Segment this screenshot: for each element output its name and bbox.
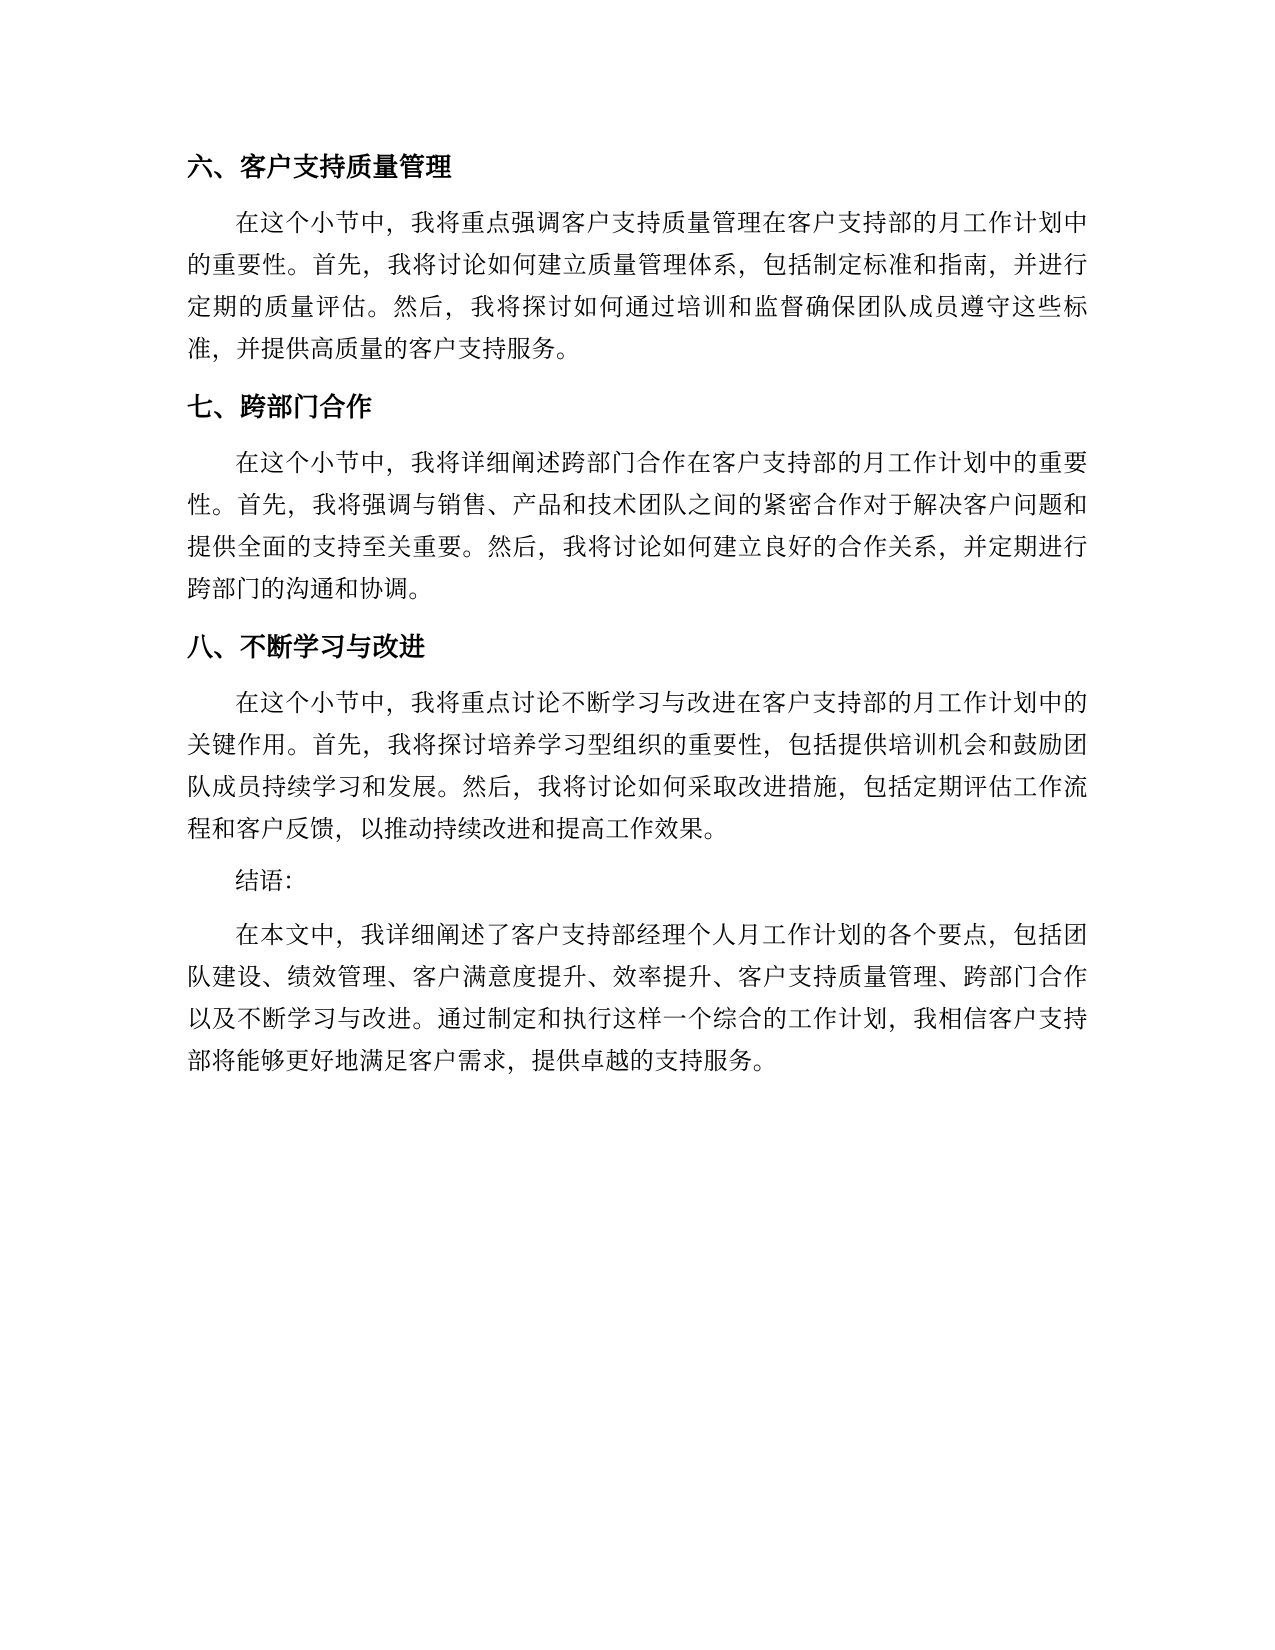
document-body [187, 140, 1088, 1092]
section-paragraph-cross-department: 在这个小节中，我将详细阐述跨部门合作在客户支持部的月工作计划中的重要性。首先，我将强调与销售、产品和技术团队之间的紧密合作对于解决客户问题和提供全面的支持至关重要。然后，我将讨论如何建立良好的合作关系，并定期进行跨部门的沟通和协调。 [187, 449, 1088, 603]
conclusion-label: 结语： [235, 867, 307, 895]
section-heading-cross-department: 七、跨部门合作 [187, 393, 373, 423]
section-paragraph-quality-management: 在这个小节中，我将重点强调客户支持质量管理在客户支持部的月工作计划中的重要性。首先，我将讨论如何建立质量管理体系，包括制定标准和指南，并进行定期的质量评估。然后，我将探讨如何通过培训和监督确保团队成员遵守这些标准，并提供高质量的客户支持服务。 [187, 209, 1088, 363]
conclusion-paragraph: 在本文中，我详细阐述了客户支持部经理个人月工作计划的各个要点，包括团队建设、绩效管理、客户满意度提升、效率提升、客户支持质量管理、跨部门合作以及不断学习与改进。通过制定和执行这样一个综合的工作计划，我相信客户支持部将能够更好地满足客户需求，提供卓越的支持服务。 [187, 921, 1088, 1075]
section-heading-continuous-learning: 八、不断学习与改进 [187, 633, 426, 663]
section-paragraph-continuous-learning: 在这个小节中，我将重点讨论不断学习与改进在客户支持部的月工作计划中的关键作用。首先，我将探讨培养学习型组织的重要性，包括提供培训机会和鼓励团队成员持续学习和发展。然后，我将讨论如何采取改进措施，包括定期评估工作流程和客户反馈，以推动持续改进和提高工作效果。 [187, 689, 1088, 843]
section-heading-quality-management: 六、客户支持质量管理 [187, 153, 453, 183]
